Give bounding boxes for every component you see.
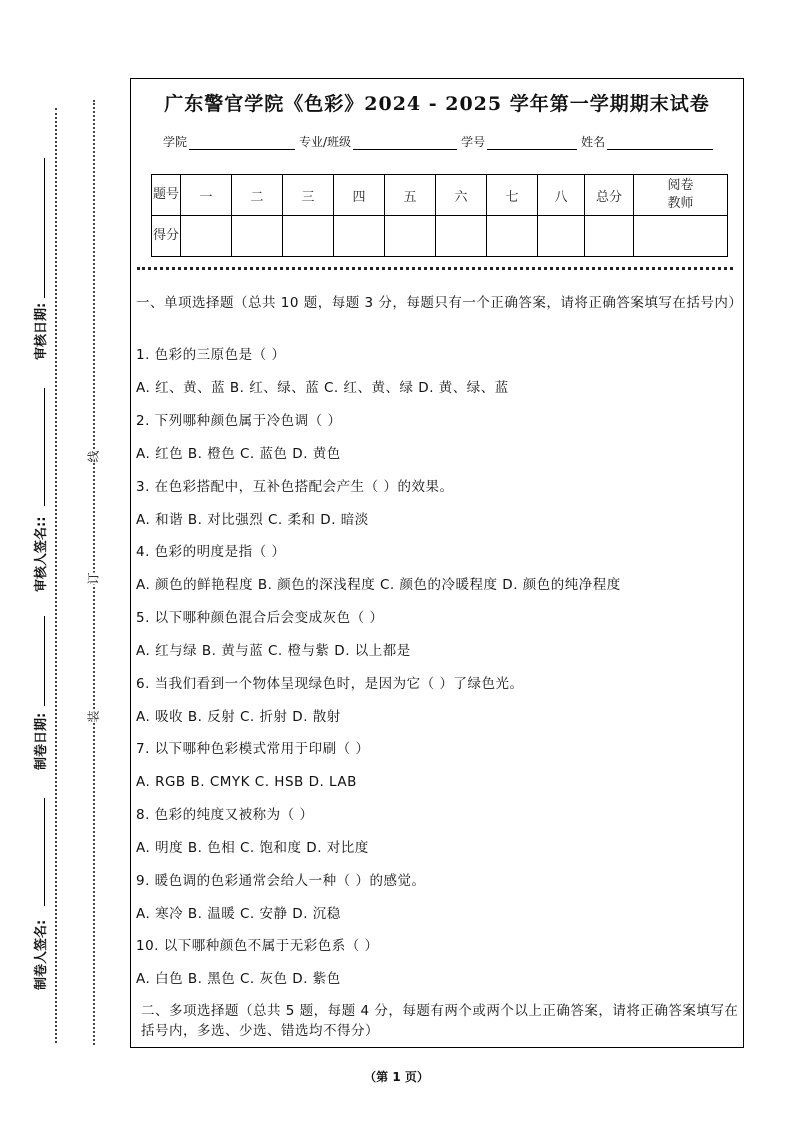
score-table [151,174,728,257]
score-cell-header: 四 [334,175,385,216]
field-college-label: 学院 [163,135,188,149]
score-input-cell[interactable] [585,216,634,257]
option-line: A. 红、黄、蓝 B. 红、绿、蓝 C. 红、黄、绿 D. 黄、绿、蓝 [136,380,509,396]
score-cell-header: 二 [232,175,283,216]
bind-char-line: 线 [86,450,101,463]
maker-sign-label: 制卷人签名: [34,919,49,990]
reviewer-sign-line [44,388,46,506]
reviewer-sign-label: 审核人签名:: [34,516,49,592]
maker-sign-line [44,798,46,906]
score-input-cell[interactable] [334,216,385,257]
question-line: 9. 暖色调的色彩通常会给人一种（ ）的感觉。 [136,873,426,889]
score-cell-header: 三 [283,175,334,216]
question-line: 10. 以下哪种颜色不属于无彩色系（ ） [136,938,379,954]
option-line: A. 吸收 B. 反射 C. 折射 D. 散射 [136,709,341,725]
score-input-cell[interactable] [232,216,283,257]
option-line: A. 颜色的鲜艳程度 B. 颜色的深浅程度 C. 颜色的冷暖程度 D. 颜色的纯净程度 [136,577,621,593]
field-name-blank[interactable] [607,137,713,150]
score-input-cell[interactable] [283,216,334,257]
question-line: 5. 以下哪种颜色混合后会变成灰色（ ） [136,610,384,626]
score-row-label: 得分 [152,216,181,257]
option-line: A. 红与绿 B. 黄与蓝 C. 橙与紫 D. 以上都是 [136,643,411,659]
score-cell-header: 六 [436,175,487,216]
make-date-label: 制卷日期: [34,712,49,770]
option-line: A. 寒冷 B. 温暖 C. 安静 D. 沉稳 [136,906,341,922]
question-line: 1. 色彩的三原色是（ ） [136,347,286,363]
score-table-header-row [152,175,728,216]
section-divider [137,267,733,270]
question-line: 8. 色彩的纯度又被称为（ ） [136,807,314,823]
score-input-cell[interactable] [487,216,538,257]
score-cell-header: 题号 [152,175,181,216]
option-line: A. 明度 B. 色相 C. 饱和度 D. 对比度 [136,840,369,856]
outer-dotted-line [55,108,57,1043]
question-line: 3. 在色彩搭配中，互补色搭配会产生（ ）的效果。 [136,479,454,495]
score-cell-header: 一 [181,175,232,216]
option-line: A. 和谐 B. 对比强烈 C. 柔和 D. 暗淡 [136,512,369,528]
score-input-cell[interactable] [634,216,728,257]
review-date-label: 审核日期: [34,302,49,360]
score-table-score-row [152,216,728,257]
field-major-label: 专业/班级 [299,135,352,149]
bind-char-zhuang: 装 [86,710,101,723]
score-cell-header: 八 [538,175,585,216]
student-info-row [163,133,717,150]
question-line: 6. 当我们看到一个物体呈现绿色时，是因为它（ ）了绿色光。 [136,676,524,692]
option-line: A. RGB B. CMYK C. HSB D. LAB [136,774,357,790]
score-input-cell[interactable] [538,216,585,257]
page-number: （第 1 页） [364,1070,429,1084]
question-line: 7. 以下哪种色彩模式常用于印刷（ ） [136,741,370,757]
field-id-blank[interactable] [487,137,577,150]
question-line: 2. 下列哪种颜色属于冷色调（ ） [136,413,342,429]
exam-title: 广东警官学院《色彩》2024 - 2025 学年第一学期期末试卷 [164,93,710,115]
section2-header: 二、多项选择题（总共 5 题，每题 4 分，每题有两个或两个以上正确答案，请将正确答案填写在括号内，多选、少选、错选均不得分） [141,1003,739,1039]
review-date-line [44,158,46,298]
score-cell-header: 总分 [585,175,634,216]
bind-char-ding: 订 [86,572,101,585]
score-cell-header: 五 [385,175,436,216]
exam-frame [130,78,744,1048]
option-line: A. 红色 B. 橙色 C. 蓝色 D. 黄色 [136,446,341,462]
make-date-line [44,616,46,706]
field-college-blank[interactable] [189,137,295,150]
field-id-label: 学号 [461,135,486,149]
field-major-blank[interactable] [353,137,457,150]
score-input-cell[interactable] [436,216,487,257]
section1-header: 一、单项选择题（总共 10 题，每题 3 分，每题只有一个正确答案，请将正确答案填写在括号内） [136,295,743,311]
field-name-label: 姓名 [581,135,606,149]
score-input-cell[interactable] [181,216,232,257]
score-cell-header: 阅卷教师 [634,175,728,216]
score-input-cell[interactable] [385,216,436,257]
option-line: A. 白色 B. 黑色 C. 灰色 D. 紫色 [136,971,341,987]
score-cell-header: 七 [487,175,538,216]
question-line: 4. 色彩的明度是指（ ） [136,544,286,560]
